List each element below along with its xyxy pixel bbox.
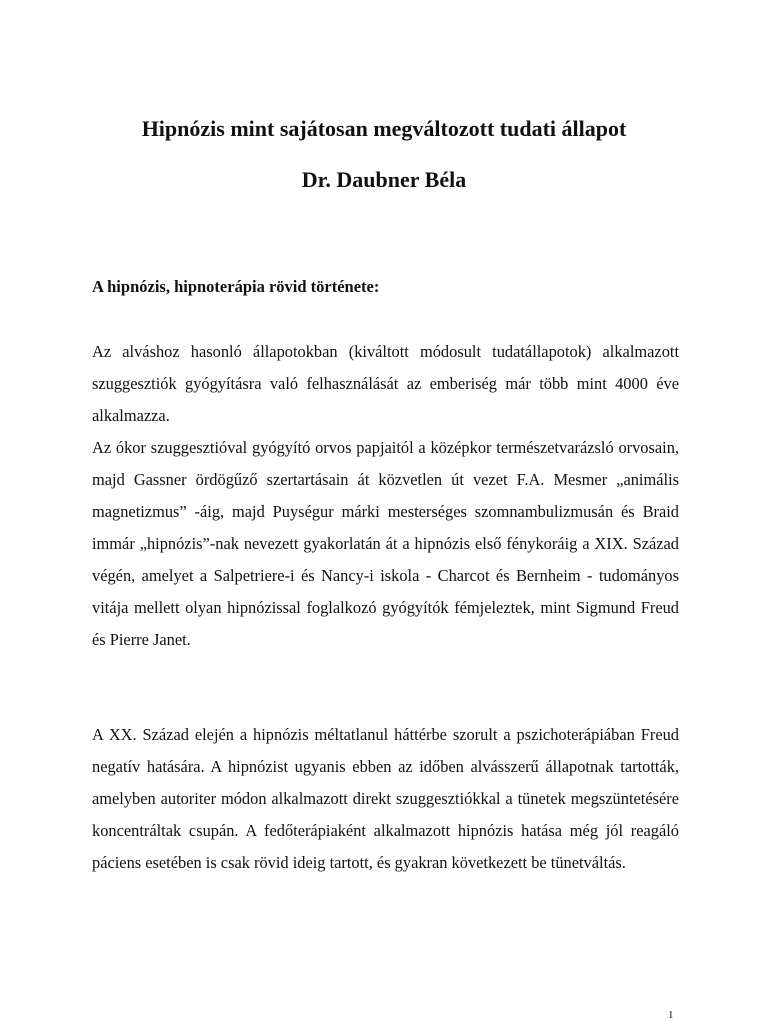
document-author: Dr. Daubner Béla	[301, 167, 467, 192]
paragraph: Az alváshoz hasonló állapotokban (kiváltott módosult tudatállapotok) alkalmazott szuggesztiók gyógyításra való felhasználását az emberiség már több mint 4000 éve alkalmazza.	[92, 342, 679, 425]
paragraph: Az ókor szuggesztióval gyógyító orvos papjaitól a középkor természetvarázsló orvosain, majd Gassner ördögűző szertartásain át közvetlen út vezet F.A. Mesmer „animális magnetizmus” -áig, majd Puységur márki mesterséges szomnambulizmusán és Braid immár „hipnózis”-nak nevezett gyakorlatán át a hipnózis első fénykoráig a XIX. Század végén, amelyet a Salpetriere-i és Nancy-i iskola - Charcot és Bernheim - tudományos vitája mellett olyan hipnózissal foglalkozó gyógyítók fémjeleztek, mint Sigmund Freud és Pierre Janet.	[92, 438, 679, 649]
page-number: 1	[668, 1009, 674, 1021]
section-heading: A hipnózis, hipnoterápia rövid története:	[92, 277, 380, 296]
paragraph: A XX. Század elején a hipnózis méltatlanul háttérbe szorult a pszichoterápiában Freud negatív hatására. A hipnózist ugyanis ebben az időben alvásszerű állapotnak tartották, amelyben autoriter módon alkalmazott direkt szuggesztiókkal a tünetek megszüntetésére koncentráltak csupán. A fedőterápiaként alkalmazott hipnózis hatása még jól reagáló páciens esetében is csak rövid ideig tartott, és gyakran következett be tünetváltás.	[92, 725, 679, 872]
document-title: Hipnózis mint sajátosan megváltozott tudati állapot	[141, 116, 627, 141]
